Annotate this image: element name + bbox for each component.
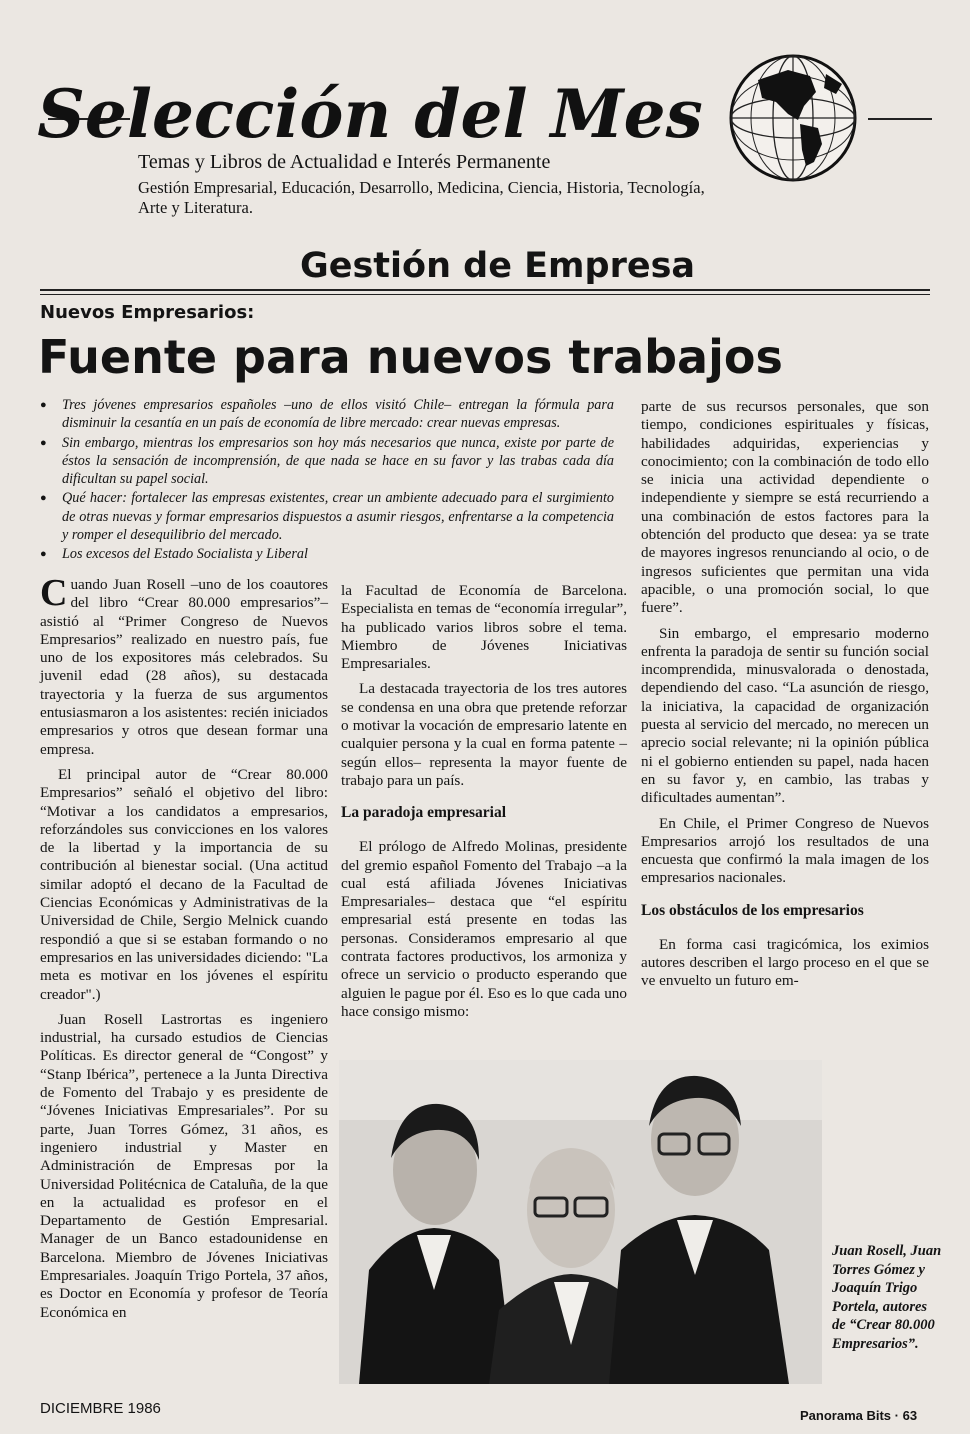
article-summary [40,396,614,565]
paragraph: El prólogo de Alfredo Molinas, presidente del gremio español Fomento del Trabajo –a la cual está afiliada Jóvenes Iniciativas Empresariales– destaca que “el espíritu empresarial está presente en todas las personas. Consideramos empresario al que contrata factores productivos, los armoniza y ofrece un servicio o producto esperando que alguien le pague por él. Eso es lo que cada uno hace consigo mismo: [341,838,627,1020]
paragraph-text: uando Juan Rosell –uno de los coautores del libro “Crear 80.000 empresarios”– asistió al “Primer Congreso de Nuevos Empresarios” realizado en nuestro país, fue uno de los expositores más celebrados. Su juvenil edad (28 años), su destacada trayectoria y la fuerza de sus argumentos entusiasmaron a los asistentes: recién iniciados empresarios y otros que desean formar una empresa. [40,576,328,758]
section-rule-bottom [40,294,930,295]
article-kicker: Nuevos Empresarios: [40,302,255,323]
paragraph: En Chile, el Primer Congreso de Nuevos Empresarios arrojó los resultados de una encuesta que confirmó la mala imagen de los empresarios nacionales. [641,814,929,887]
subheading: La paradoja empresarial [341,804,507,822]
masthead-rule-right [868,118,932,120]
subheading: Los obstáculos de los empresarios [641,901,864,919]
authors-photo-illustration [339,1060,822,1384]
paragraph: Juan Rosell Lastrortas es ingeniero industrial, ha cursado estudios de Ciencias Políticas. Es director general de “Congost” y “Stanp Ibérica”, pertenece a la Junta Directiva de Fomento del Trabajo y es presidente de “Jóvenes Iniciativas Empresariales”. Por su parte, Juan Torres Gómez, 31 años, es ingeniero industrial y Master en Administración de Empresas por la Universidad Politécnica de Cataluña, de la que en la actualidad es profesor en el Departamento de Gestión Empresarial. Manager de un Banco estadounidense en Barcelona. Miembro de Jóvenes Iniciativas Empresariales. Joaquín Trigo Portela, 37 años, es Doctor en Economía y profesor de Teoría Económica en [40,1010,328,1321]
masthead-subtitle: Temas y Libros de Actualidad e Interés Permanente [138,151,551,173]
paragraph: la Facultad de Economía de Barcelona. Especialista en temas de “economía irregular”, ha publicado varios libros sobre el tema. Miembro de Jóvenes Iniciativas Empresariales. [341,582,627,673]
masthead-title: Selección del Mes [37,75,703,153]
article-column-3 [641,398,929,998]
drop-cap: C [40,572,68,614]
article-column-2 [341,582,627,1028]
paragraph [40,572,328,759]
photo-caption: Juan Rosell, Juan Torres Gómez y Joaquín Trigo Portela, autores de “Crear 80.000 Empresarios”. [832,1243,942,1352]
summary-item: ● Tres jóvenes empresarios españoles –uno de ellos visitó Chile– entregan la fórmula para disminuir la cesantía en un país de economía de libre mercado: crear nuevas empresas. [40,396,614,433]
paragraph: La destacada trayectoria de los tres autores se condensa en una obra que pretende reforzar o motivar la vocación de empresario latente en cualquier persona y la cual en forma patente –según ellos– representa la mayor fuente de trabajo para un país. [341,680,627,789]
authors-photo [339,1060,822,1384]
summary-item: ● Sin embargo, mientras los empresarios son hoy más necesarios que nunca, existe por parte de éstos la sensación de incomprensión, de que nada se hace en su favor y las trabas cada día dificultan su papel social. [40,434,614,489]
footer-date: DICIEMBRE 1986 [40,1400,161,1417]
section-rule-top [40,289,930,291]
summary-item: ● Qué hacer: fortalecer las empresas existentes, crear un ambiente adecuado para el surgimiento de otras nuevas y formar empresarios dispuestos a asumir riesgos, enfrentarse a la competencia y romper el desequilibrio del mercado. [40,489,614,544]
article-column-1 [40,572,328,1329]
article-headline: Fuente para nuevos trabajos [38,330,783,384]
paragraph: El principal autor de “Crear 80.000 Empresarios” señaló el objetivo del libro: “Motivar a los candidatos a empresarios, reforzándoles sus convicciones en los valores de la libertad y la importancia de su contribución al bienestar social. (Una actitud similar adoptó el decano de la Facultad de Ciencias Económicas y Administrativas de la Universidad de Chile, Sergio Melnick cuando respondió a que si se estaban formando o no empresarios en las universidades diciendo: "La meta es motivar en los jóvenes el espíritu creador".) [40,765,328,1003]
section-heading: Gestión de Empresa [300,246,696,286]
paragraph: En forma casi tragicómica, los eximios autores describen el largo proceso en el que se ve envuelto un futuro em- [641,935,929,990]
masthead-topics: Gestión Empresarial, Educación, Desarrollo, Medicina, Ciencia, Historia, Tecnología, Arte y Literatura. [138,178,705,217]
paragraph: Sin embargo, el empresario moderno enfrenta la paradoja de sentir su función social incomprendida, minusvalorada o denostada, dependiendo del caso. “La asunción de riesgo, la iniciativa, la capacidad de organización puesta al servicio del mercado, no merecen un aprecio social relevante; ni la opinión pública ni el gobierno entienden su papel, nada hacen en su favor y, en cambio, las trabas y dificultades aumentan”. [641,624,929,807]
summary-item: ● Los excesos del Estado Socialista y Liberal [40,545,614,563]
footer-page-number: Panorama Bits · 63 [800,1408,918,1423]
globe-icon [718,40,868,190]
paragraph: parte de sus recursos personales, que son tiempo, condiciones espirituales y físicas, habilidades adquiridas, experiencias y conocimiento; con la combinación de todo ello se inicia una actividad dependiente o independiente y siempre se está recurriendo a una combinación de estos factores para la obtención del producto que desea: ya se trate de mayores ingresos renunciando al ocio, o de ingresos suficientes que permitan una vida apacible, o una promoción social, lo que fuere”. [641,398,929,617]
